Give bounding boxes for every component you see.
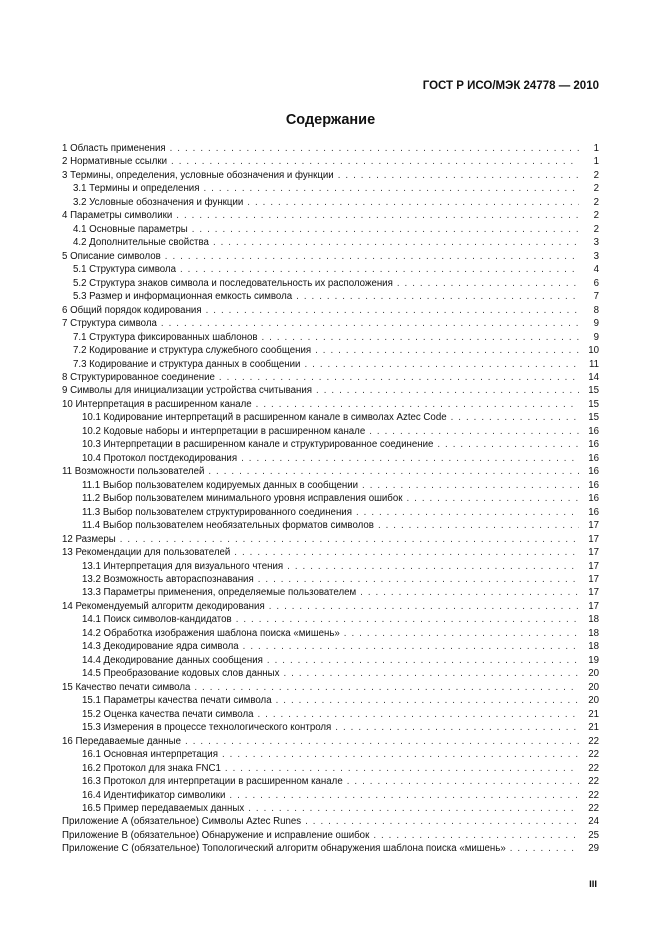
toc-entry-label: 12 Размеры (62, 533, 116, 545)
toc-entry-page: 21 (588, 722, 599, 734)
toc-entry-label: 16.5 Пример передаваемых данных (82, 802, 245, 814)
toc-entry-label: 14.2 Обработка изображения шаблона поиска «мишень» (82, 627, 340, 639)
toc-entry-page: 22 (588, 735, 599, 747)
toc-entry-label: 15.1 Параметры качества печати символа (82, 695, 272, 707)
toc-entry (62, 263, 599, 276)
toc-entry (62, 815, 599, 828)
toc-entry-label: 14.5 Преобразование кодовых слов данных (82, 668, 280, 680)
toc-entry (62, 829, 599, 842)
dot-leader (241, 452, 579, 465)
dot-leader (335, 721, 579, 734)
dot-leader (247, 196, 579, 209)
toc-entry-label: 7.2 Кодирование и структура служебного сообщения (73, 345, 312, 357)
toc-entry (62, 277, 599, 290)
dot-leader (234, 546, 579, 559)
toc-entry (62, 142, 599, 155)
toc-entry (62, 438, 599, 451)
toc-entry-page: 1 (593, 156, 599, 168)
dot-leader (219, 371, 579, 384)
toc-entry (62, 479, 599, 492)
toc-entry (62, 209, 599, 222)
toc-entry-label: 11.4 Выбор пользователем необязательных форматов символов (82, 520, 374, 532)
toc-entry-label: Приложение В (обязательное) Обнаружение и исправление ошибок (62, 829, 370, 841)
dot-leader (262, 331, 580, 344)
toc-entry (62, 586, 599, 599)
toc-entry-label: 13 Рекомендации для пользователей (62, 547, 231, 559)
toc-entry-label: 7 Структура символа (62, 318, 157, 330)
toc-entry (62, 519, 599, 532)
toc-entry-page: 21 (588, 708, 599, 720)
toc-entry-label: Приложение А (обязательное) Символы Aztec Runes (62, 816, 302, 828)
dot-leader (267, 654, 579, 667)
toc-entry-page: 20 (588, 668, 599, 680)
toc-entry-label: 14.3 Декодирование ядра символа (82, 641, 239, 653)
dot-leader (296, 290, 579, 303)
toc-entry (62, 775, 599, 788)
toc-entry-page: 14 (588, 371, 599, 383)
dot-leader (208, 465, 579, 478)
toc-entry-label: 7.1 Структура фиксированных шаблонов (73, 331, 258, 343)
page-number: III (589, 879, 597, 890)
dot-leader (185, 735, 579, 748)
dot-leader (276, 694, 579, 707)
dot-leader (287, 560, 579, 573)
toc-entry-label: Приложение С (обязательное) Топологический алгоритм обнаружения шаблона поиска «мишень» (62, 843, 506, 855)
toc-entry (62, 250, 599, 263)
toc-entry (62, 506, 599, 519)
dot-leader (194, 681, 579, 694)
toc-entry-label: 10.3 Интерпретации в расширенном канале и структурированное соединение (82, 439, 434, 451)
toc-entry (62, 560, 599, 573)
toc-entry-label: 11.2 Выбор пользователем минимального уровня исправления ошибок (82, 493, 403, 505)
toc-entry-page: 17 (588, 520, 599, 532)
toc-entry-page: 17 (588, 547, 599, 559)
dot-leader (176, 209, 579, 222)
toc-entry-page: 22 (588, 749, 599, 761)
dot-leader (269, 600, 579, 613)
dot-leader (356, 506, 579, 519)
toc-entry-label: 5.2 Структура знаков символа и последовательность их расположения (73, 277, 393, 289)
toc-entry-label: 4.2 Дополнительные свойства (73, 237, 209, 249)
toc-entry-label: 5.3 Размер и информационная емкость символа (73, 291, 293, 303)
dot-leader (256, 398, 579, 411)
toc-entry-label: 10 Интерпретация в расширенном канале (62, 398, 252, 410)
dot-leader (229, 789, 579, 802)
dot-leader (206, 304, 579, 317)
toc-entry (62, 694, 599, 707)
toc-entry (62, 789, 599, 802)
dot-leader (161, 317, 579, 330)
toc-entry (62, 236, 599, 249)
toc-entry-label: 9 Символы для инициализации устройства считывания (62, 385, 313, 397)
toc-entry (62, 452, 599, 465)
toc-entry-label: 16 Передаваемые данные (62, 735, 182, 747)
dot-leader (397, 277, 579, 290)
dot-leader (304, 358, 579, 371)
toc-entry-page: 7 (593, 291, 599, 303)
toc-entry (62, 371, 599, 384)
dot-leader (373, 829, 579, 842)
toc-entry (62, 358, 599, 371)
toc-entry (62, 546, 599, 559)
toc-entry-page: 18 (588, 641, 599, 653)
toc-entry (62, 304, 599, 317)
toc-entry-label: 6 Общий порядок кодирования (62, 304, 202, 316)
toc-entry-label: 14.1 Поиск символов-кандидатов (82, 614, 232, 626)
toc-entry-label: 13.1 Интерпретация для визуального чтения (82, 560, 284, 572)
toc-entry-page: 2 (593, 183, 599, 195)
toc-entry-page: 16 (588, 506, 599, 518)
dot-leader (344, 627, 579, 640)
dot-leader (378, 519, 579, 532)
dot-leader (362, 479, 579, 492)
dot-leader (316, 384, 579, 397)
toc-entry-page: 16 (588, 425, 599, 437)
toc-entry-page: 3 (593, 237, 599, 249)
toc-entry (62, 317, 599, 330)
toc-entry (62, 613, 599, 626)
toc-entry (62, 842, 599, 855)
toc-entry (62, 721, 599, 734)
toc-entry-label: 11.1 Выбор пользователем кодируемых данных в сообщении (82, 479, 359, 491)
toc-entry (62, 425, 599, 438)
toc-entry-page: 19 (588, 654, 599, 666)
dot-leader (203, 182, 579, 195)
toc-entry-label: 16.3 Протокол для интерпретации в расширенном канале (82, 776, 343, 788)
toc-entry-label: 7.3 Кодирование и структура данных в сообщении (73, 358, 301, 370)
toc-entry-label: 13.3 Параметры применения, определяемые пользователем (82, 587, 357, 599)
toc-entry (62, 411, 599, 424)
toc-entry (62, 667, 599, 680)
toc-entry-page: 17 (588, 560, 599, 572)
toc-entry-label: 3.1 Термины и определения (73, 183, 200, 195)
toc-entry-page: 22 (588, 789, 599, 801)
toc-entry (62, 492, 599, 505)
toc-entry (62, 290, 599, 303)
toc-entry (62, 708, 599, 721)
toc-entry (62, 182, 599, 195)
toc-entry-label: 4.1 Основные параметры (73, 223, 188, 235)
toc-entry-label: 15.3 Измерения в процессе технологического контроля (82, 722, 332, 734)
toc-entry-page: 17 (588, 600, 599, 612)
toc-entry-page: 18 (588, 614, 599, 626)
toc-entry-page: 15 (588, 385, 599, 397)
toc-entry (62, 573, 599, 586)
toc-entry-page: 16 (588, 466, 599, 478)
toc-entry-page: 29 (588, 843, 599, 855)
toc-entry-label: 5.1 Структура символа (73, 264, 176, 276)
dot-leader (360, 586, 579, 599)
dot-leader (437, 438, 579, 451)
toc-entry-label: 5 Описание символов (62, 250, 161, 262)
toc-entry-page: 9 (593, 331, 599, 343)
dot-leader (236, 613, 579, 626)
dot-leader (258, 573, 579, 586)
dot-leader (283, 667, 579, 680)
dot-leader (222, 748, 579, 761)
toc-entry-page: 16 (588, 493, 599, 505)
toc-entry (62, 735, 599, 748)
toc-entry-page: 15 (588, 412, 599, 424)
document-header: ГОСТ Р ИСО/МЭК 24778 — 2010 (422, 80, 599, 92)
dot-leader (165, 250, 579, 263)
dot-leader (170, 142, 579, 155)
toc-entry (62, 748, 599, 761)
toc-entry-label: 16.1 Основная интерпретация (82, 749, 218, 761)
toc-entry (62, 533, 599, 546)
toc-entry-label: 3 Термины, определения, условные обозначения и функции (62, 169, 334, 181)
toc-entry-page: 15 (588, 398, 599, 410)
toc-entry-page: 16 (588, 479, 599, 491)
toc-entry-label: 10.2 Кодовые наборы и интерпретации в расширенном канале (82, 425, 366, 437)
toc-entry-page: 17 (588, 587, 599, 599)
toc-entry-page: 16 (588, 439, 599, 451)
toc-entry-page: 1 (593, 143, 599, 154)
dot-leader (213, 236, 579, 249)
dot-leader (243, 640, 579, 653)
toc-entry-page: 4 (593, 264, 599, 276)
dot-leader (510, 842, 579, 855)
toc-entry-label: 16.4 Идентификатор символики (82, 789, 226, 801)
toc-entry (62, 762, 599, 775)
toc-entry-page: 24 (588, 816, 599, 828)
toc-entry-page: 20 (588, 695, 599, 707)
toc-entry (62, 802, 599, 815)
toc-entry (62, 627, 599, 640)
toc-entry-page: 20 (588, 681, 599, 693)
toc-entry-label: 10.4 Протокол постдекодирования (82, 452, 238, 464)
toc-entry-label: 10.1 Кодирование интерпретаций в расширенном канале в символах Aztec Code (82, 412, 447, 424)
dot-leader (451, 411, 579, 424)
toc-entry-page: 17 (588, 533, 599, 545)
toc-entry (62, 681, 599, 694)
toc-entry-page: 17 (588, 574, 599, 585)
toc-entry-label: 3.2 Условные обозначения и функции (73, 196, 244, 208)
toc-entry-page: 2 (593, 223, 599, 235)
dot-leader (192, 223, 579, 236)
toc-entry (62, 155, 599, 168)
dot-leader (338, 169, 579, 182)
dot-leader (248, 802, 579, 815)
toc-entry-page: 9 (593, 318, 599, 330)
toc-entry-label: 15 Качество печати символа (62, 681, 191, 693)
toc-entry (62, 223, 599, 236)
dot-leader (180, 263, 579, 276)
toc-entry-label: 11 Возможности пользователей (62, 466, 205, 478)
toc-entry-page: 16 (588, 452, 599, 464)
toc-entry-page: 22 (588, 776, 599, 788)
toc-entry-page: 25 (588, 829, 599, 841)
toc-entry (62, 196, 599, 209)
toc-entry (62, 384, 599, 397)
toc-entry-page: 22 (588, 802, 599, 814)
dot-leader (315, 344, 579, 357)
dot-leader (258, 708, 580, 721)
toc-entry (62, 331, 599, 344)
toc-entry (62, 654, 599, 667)
toc-entry-page: 2 (593, 169, 599, 181)
toc-entry-label: 4 Параметры символики (62, 210, 173, 222)
toc-entry-label: 15.2 Оценка качества печати символа (82, 708, 254, 720)
toc-entry (62, 465, 599, 478)
toc-entry-label: 13.2 Возможность автораспознавания (82, 574, 254, 585)
toc-entry (62, 640, 599, 653)
toc-entry-page: 3 (593, 250, 599, 262)
toc-entry-page: 10 (588, 345, 599, 357)
toc-entry-label: 16.2 Протокол для знака FNC1 (82, 762, 221, 774)
toc-entry-page: 6 (593, 277, 599, 289)
toc-entry-page: 18 (588, 627, 599, 639)
toc-entry-page: 8 (593, 304, 599, 316)
toc-entry (62, 344, 599, 357)
toc-entry-label: 1 Область применения (62, 143, 166, 154)
toc-entry-label: 14 Рекомендуемый алгоритм декодирования (62, 600, 265, 612)
toc-entry-page: 2 (593, 210, 599, 222)
toc-entry-page: 2 (593, 196, 599, 208)
toc-entry-label: 14.4 Декодирование данных сообщения (82, 654, 263, 666)
toc-entry (62, 398, 599, 411)
dot-leader (171, 155, 579, 168)
dot-leader (305, 815, 579, 828)
dot-leader (120, 533, 579, 546)
toc-entry (62, 600, 599, 613)
toc-entry-label: 2 Нормативные ссылки (62, 156, 168, 168)
table-of-contents (62, 142, 599, 856)
page-title: Содержание (285, 112, 376, 128)
toc-entry-page: 11 (588, 358, 599, 370)
toc-entry (62, 169, 599, 182)
toc-entry-page: 22 (588, 762, 599, 774)
dot-leader (225, 762, 579, 775)
toc-entry-label: 11.3 Выбор пользователем структурированного соединения (82, 506, 352, 518)
toc-entry-label: 8 Структурированное соединение (62, 371, 215, 383)
dot-leader (406, 492, 579, 505)
dot-leader (369, 425, 579, 438)
dot-leader (347, 775, 579, 788)
